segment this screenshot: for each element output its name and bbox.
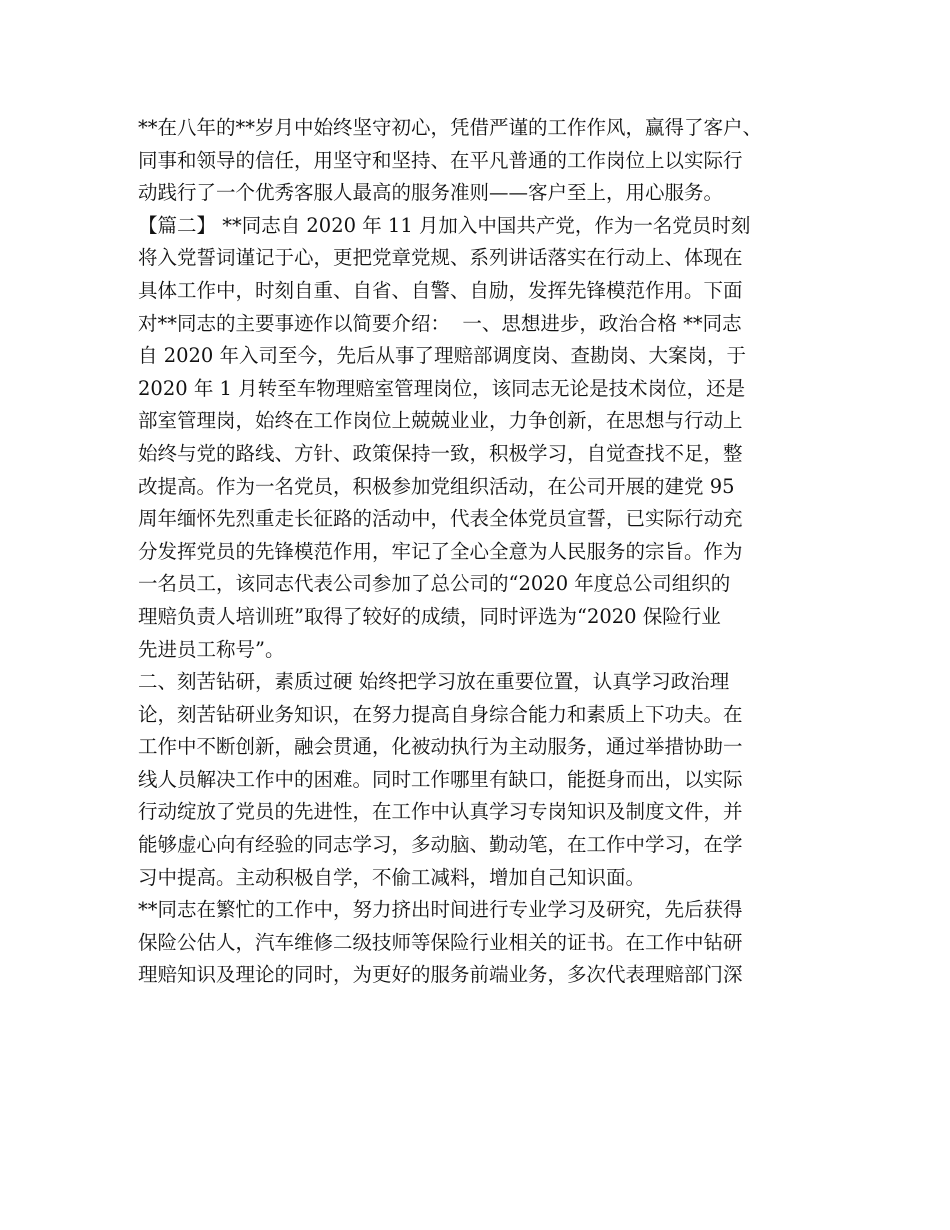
text-line: 对**同志的主要事迹作以简要介绍： 一、思想进步，政治合格 **同志 [138, 311, 742, 335]
text-line: 保险公估人，汽车维修二级技师等保险行业相关的证书。在工作中钻研 [138, 930, 743, 954]
text-line: 能够虚心向有经验的同志学习，多动脑、勤动笔，在工作中学习，在学 [138, 833, 743, 857]
text-line: 始终与党的路线、方针、政策保持一致，积极学习，自觉查找不足，整 [138, 441, 743, 465]
text-line: 一名员工，该同志代表公司参加了总公司的“2020 年度总公司组织的 [138, 572, 731, 596]
text-line: 周年缅怀先烈重走长征路的活动中，代表全体党员宣誓，已实际行动充 [138, 507, 743, 531]
text-line: 先进员工称号”。 [138, 637, 285, 661]
text-line: 理赔知识及理论的同时，为更好的服务前端业务，多次代表理赔部门深 [138, 963, 743, 987]
text-line: 二、刻苦钻研，素质过硬 始终把学习放在重要位置，认真学习政治理 [138, 670, 730, 694]
text-line: 线人员解决工作中的困难。同时工作哪里有缺口，能挺身而出，以实际 [138, 767, 743, 791]
text-line: 动践行了一个优秀客服人最高的服务准则——客户至上，用心服务。 [138, 181, 724, 205]
document-body [138, 112, 818, 992]
text-line: 将入党誓词谨记于心，更把党章党规、系列讲话落实在行动上、体现在 [138, 246, 743, 270]
text-line: 行动绽放了党员的先进性，在工作中认真学习专岗知识及制度文件，并 [138, 800, 743, 824]
text-line: 具体工作中，时刻自重、自省、自警、自励，发挥先锋模范作用。下面 [138, 278, 743, 302]
text-line: **在八年的**岁月中始终坚守初心，凭借严谨的工作作风，赢得了客户、 [138, 116, 763, 139]
text-line: 工作中不断创新，融会贯通，化被动执行为主动服务，通过举措协助一 [138, 735, 743, 759]
text-line: 改提高。作为一名党员，积极参加党组织活动，在公司开展的建党 95 [138, 474, 735, 498]
text-line: 自 2020 年入司至今，先后从事了理赔部调度岗、查勘岗、大案岗，于 [138, 344, 747, 368]
text-line: 论，刻苦钻研业务知识，在努力提高自身综合能力和素质上下功夫。在 [138, 702, 743, 726]
text-line: 分发挥党员的先锋模范作用，牢记了全心全意为人民服务的宗旨。作为 [138, 539, 743, 563]
text-line: 【篇二】 **同志自 2020 年 11 月加入中国共产党，作为一名党员时刻 [138, 213, 751, 237]
text-line: 2020 年 1 月转至车物理赔室管理岗位，该同志无论是技术岗位，还是 [138, 376, 746, 400]
text-line: 理赔负责人培训班”取得了较好的成绩，同时评选为“2020 保险行业 [138, 604, 721, 628]
text-line: 部室管理岗，始终在工作岗位上兢兢业业，力争创新，在思想与行动上 [138, 409, 743, 433]
text-line: 习中提高。主动积极自学，不偷工减料，增加自己知识面。 [138, 865, 646, 889]
text-line: 同事和领导的信任，用坚守和坚持、在平凡普通的工作岗位上以实际行 [138, 148, 743, 172]
text-line: **同志在繁忙的工作中，努力挤出时间进行专业学习及研究，先后获得 [138, 898, 743, 922]
